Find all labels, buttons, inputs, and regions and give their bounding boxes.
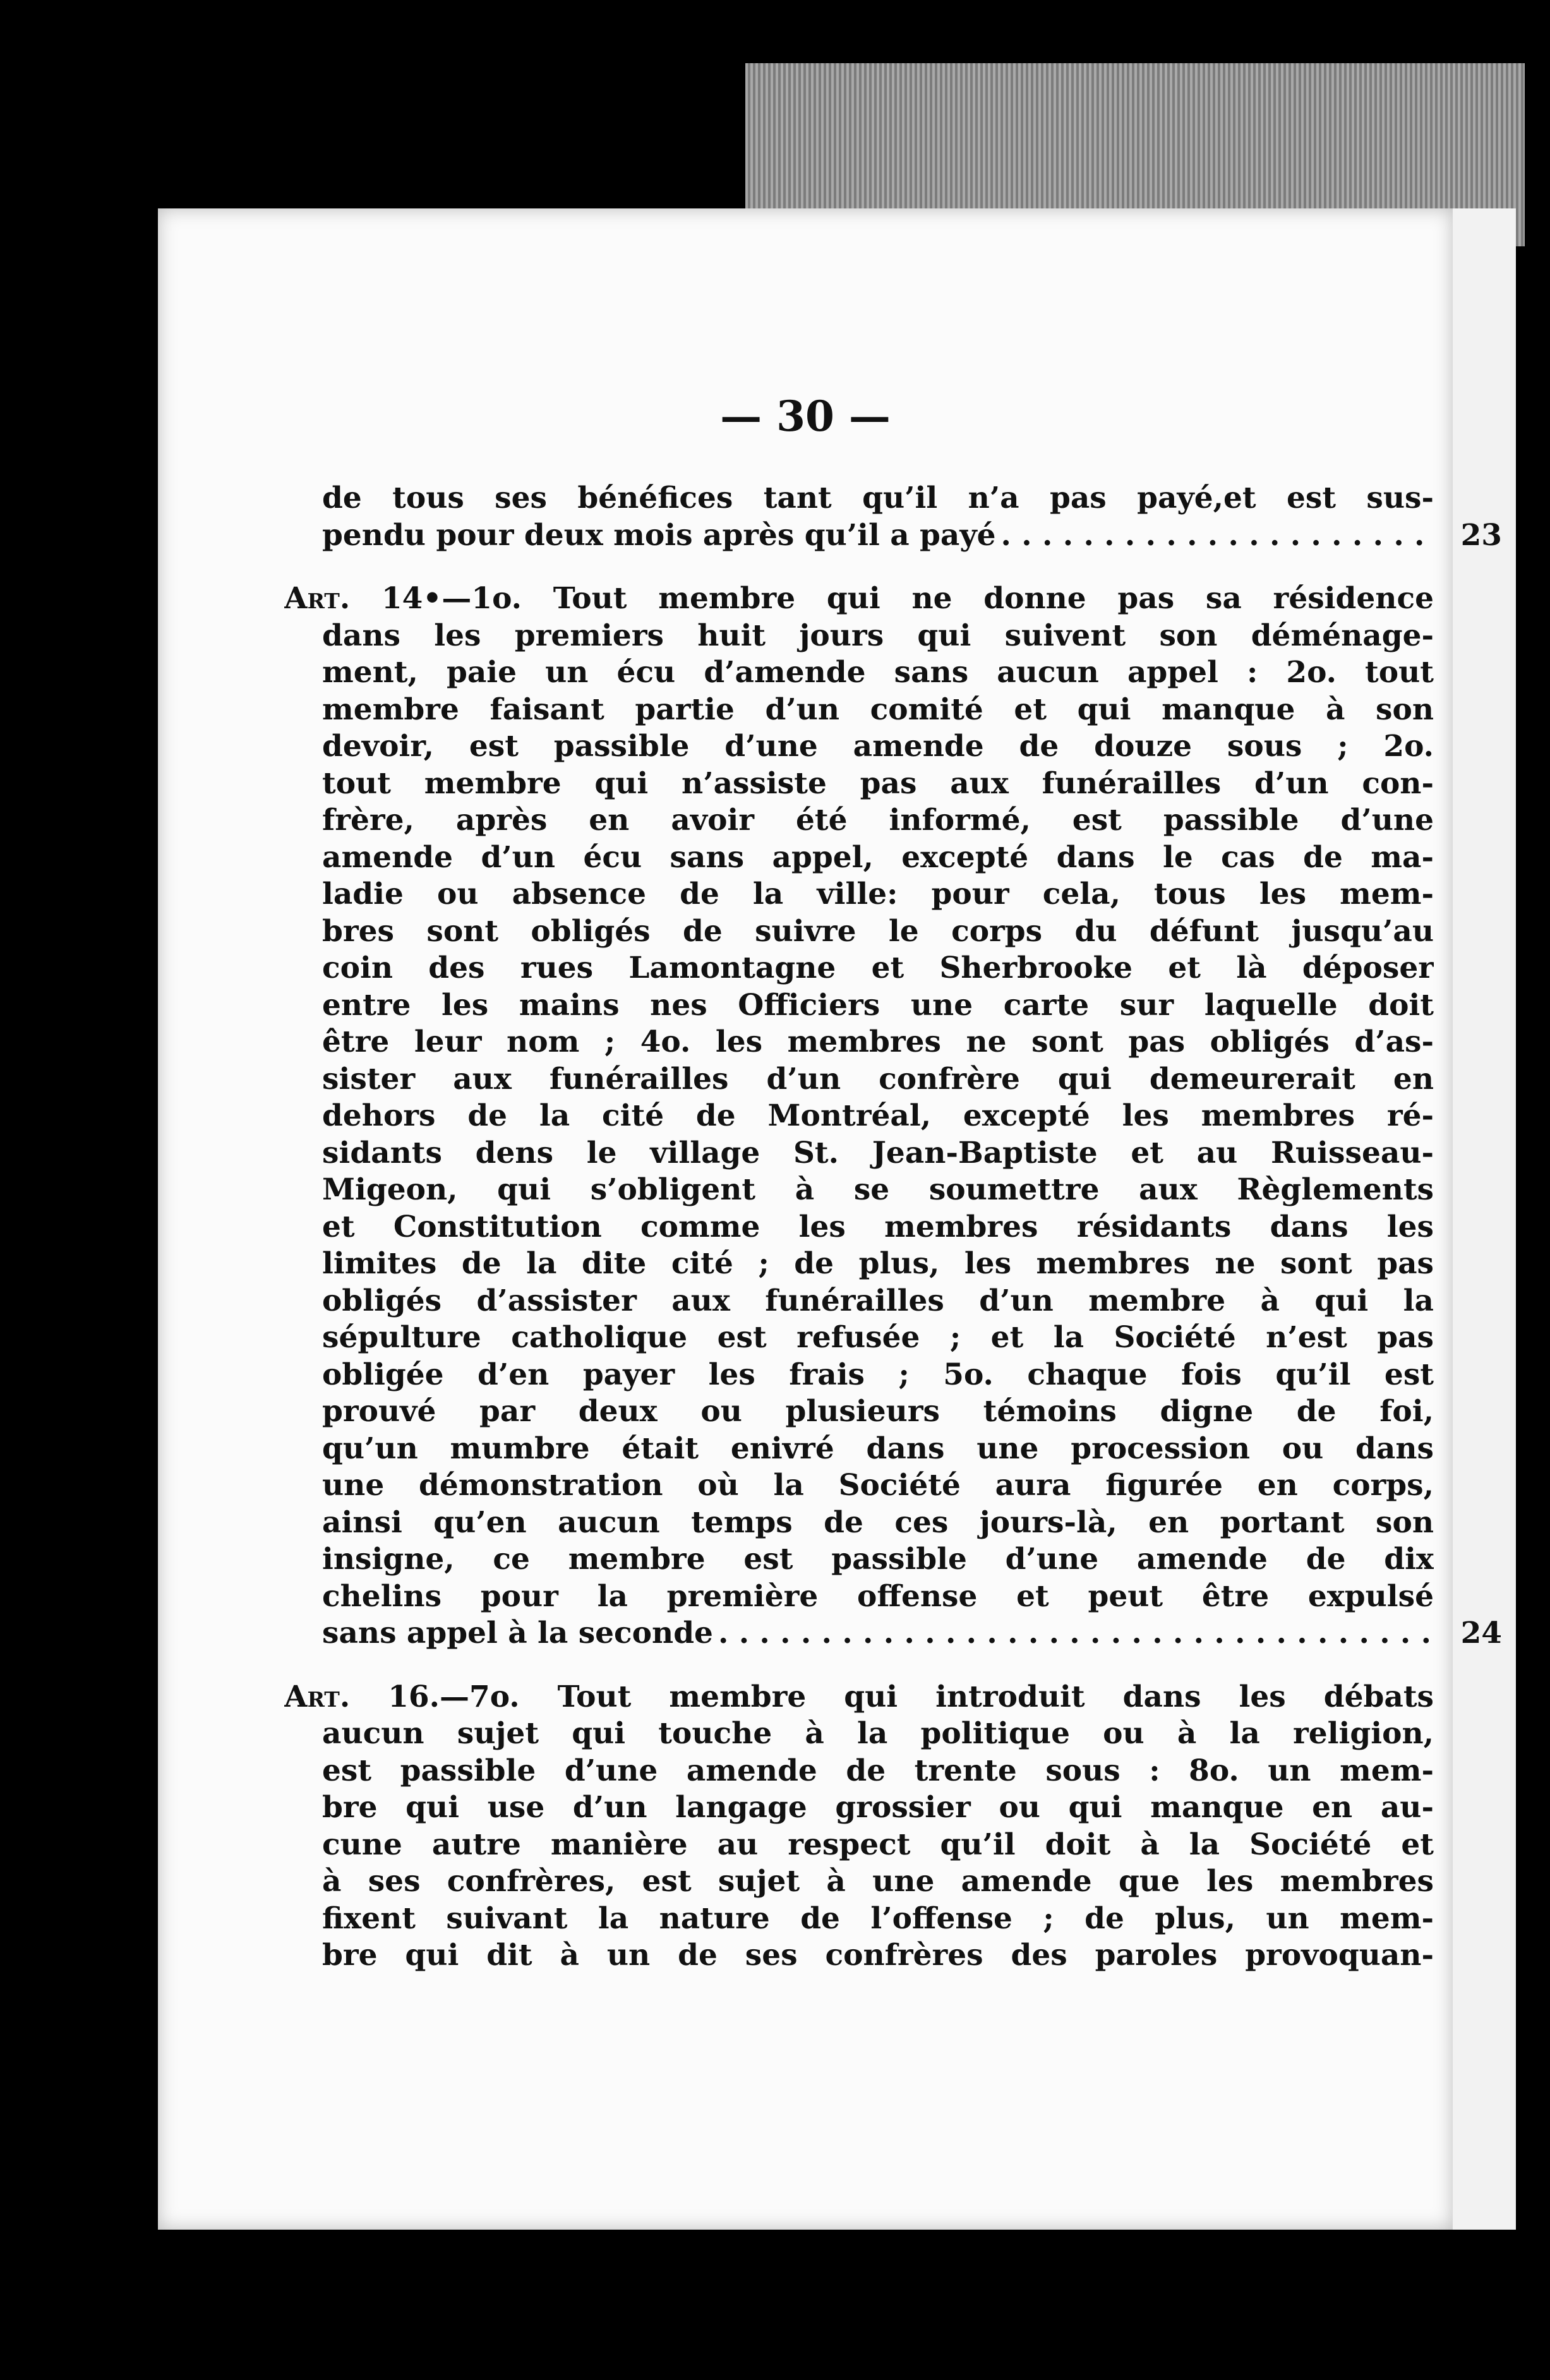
text-line: fixent suivant la nature de l’offense ; de plus, un mem- xyxy=(322,1901,1434,1936)
facing-page-edge xyxy=(1453,208,1516,2230)
text-line: sépulture catholique est refusée ; et la Société n’est pas xyxy=(322,1320,1434,1355)
text-line: Migeon, qui s’obligent à se soumettre aux Règlements xyxy=(322,1172,1434,1207)
text-line: bre qui use d’un langage grossier ou qui manque en au- xyxy=(322,1790,1434,1825)
text-line: sister aux funérailles d’un confrère qui demeurerait en xyxy=(322,1061,1434,1097)
text-line: être leur nom ; 4o. les membres ne sont pas obligés d’as- xyxy=(322,1025,1434,1059)
text-line: chelins pour la première offense et peut être expulsé xyxy=(322,1578,1434,1614)
text-line: ainsi qu’en aucun temps de ces jours-là, en portant son xyxy=(322,1505,1434,1540)
text-line: ladie ou absence de la ville: pour cela, tous les mem- xyxy=(322,877,1434,911)
text-line: coin des rues Lamontagne et Sherbrooke et là déposer xyxy=(322,951,1434,985)
text-line: et Constitution comme les membres résidants dans les xyxy=(322,1209,1434,1244)
text-line: insigne, ce membre est passible d’une amende de dix xyxy=(322,1542,1434,1577)
text-line: de tous ses bénéfices tant qu’il n’a pas payé,et est sus- xyxy=(322,481,1434,515)
text-line: dehors de la cité de Montréal, excepté les membres ré- xyxy=(322,1098,1434,1133)
dot-leader xyxy=(718,1615,1429,1652)
text-line: bre qui dit à un de ses confrères des paroles provoquan- xyxy=(322,1938,1434,1973)
text-line: entre les mains nes Officiers une carte sur laquelle doit xyxy=(322,987,1434,1023)
text-line: obligée d’en payer les frais ; 5o. chaque fois qu’il est xyxy=(322,1357,1434,1392)
article-16-body xyxy=(322,1716,1434,1974)
text-line: membre faisant partie d’un comité et qui manque à son xyxy=(322,692,1434,727)
text-line: bres sont obligés de suivre le corps du défunt jusqu’au xyxy=(322,913,1434,949)
text-line: une démonstration où la Société aura figurée en corps, xyxy=(322,1468,1434,1503)
article-label: Art. xyxy=(284,581,351,616)
text-line: obligés d’assister aux funérailles d’un membre à qui la xyxy=(322,1283,1434,1318)
article-heading-line xyxy=(284,580,1434,618)
text-line: aucun sujet qui touche à la politique ou à la religion, xyxy=(322,1716,1434,1751)
article-label: Art. xyxy=(284,1679,351,1714)
text-line: dans les premiers huit jours qui suivent son déménage- xyxy=(322,618,1434,653)
article-first-text: 16.—7o. Tout membre qui introduit dans les débats xyxy=(350,1679,1434,1714)
article-14-body xyxy=(322,618,1434,1616)
text-line: est passible d’une amende de trente sous : 8o. un mem- xyxy=(322,1753,1434,1788)
leader-line xyxy=(322,517,1502,555)
text-line: sidants dens le village St. Jean-Baptiste et au Ruisseau- xyxy=(322,1135,1434,1170)
text-line: qu’un mumbre était enivré dans une procession ou dans xyxy=(322,1431,1434,1466)
page-body xyxy=(284,480,1502,1974)
article-heading-line xyxy=(284,1679,1434,1716)
text-line: amende d’un écu sans appel, excepté dans le cas de ma- xyxy=(322,839,1434,875)
text-line: cune autre manière au respect qu’il doit à la Société et xyxy=(322,1827,1434,1862)
article-reference: 24 xyxy=(1460,1616,1502,1650)
text-line: ment, paie un écu d’amende sans aucun appel : 2o. tout xyxy=(322,655,1434,690)
leader-text: pendu pour deux mois après qu’il a payé xyxy=(322,517,996,553)
section-gap xyxy=(322,1652,1434,1679)
article-reference: 23 xyxy=(1460,517,1502,553)
text-line: tout membre qui n’assiste pas aux funérailles d’un con- xyxy=(322,766,1434,801)
dot-leader xyxy=(1001,517,1429,555)
leader-text: sans appel à la seconde xyxy=(322,1616,713,1650)
book-page xyxy=(158,208,1502,2230)
article-first-text: 14•—1o. Tout membre qui ne donne pas sa résidence xyxy=(350,581,1434,616)
text-line: limites de la dite cité ; de plus, les membres ne sont pas xyxy=(322,1246,1434,1281)
text-line: prouvé par deux ou plusieurs témoins digne de foi, xyxy=(322,1394,1434,1429)
text-line: devoir, est passible d’une amende de douze sous ; 2o. xyxy=(322,729,1434,764)
text-line: à ses confrères, est sujet à une amende que les membres xyxy=(322,1864,1434,1899)
text-line: frère, après en avoir été informé, est passible d’une xyxy=(322,803,1434,838)
section-gap xyxy=(322,554,1434,580)
leader-line xyxy=(322,1615,1502,1652)
page-number: — 30 — xyxy=(720,392,891,441)
